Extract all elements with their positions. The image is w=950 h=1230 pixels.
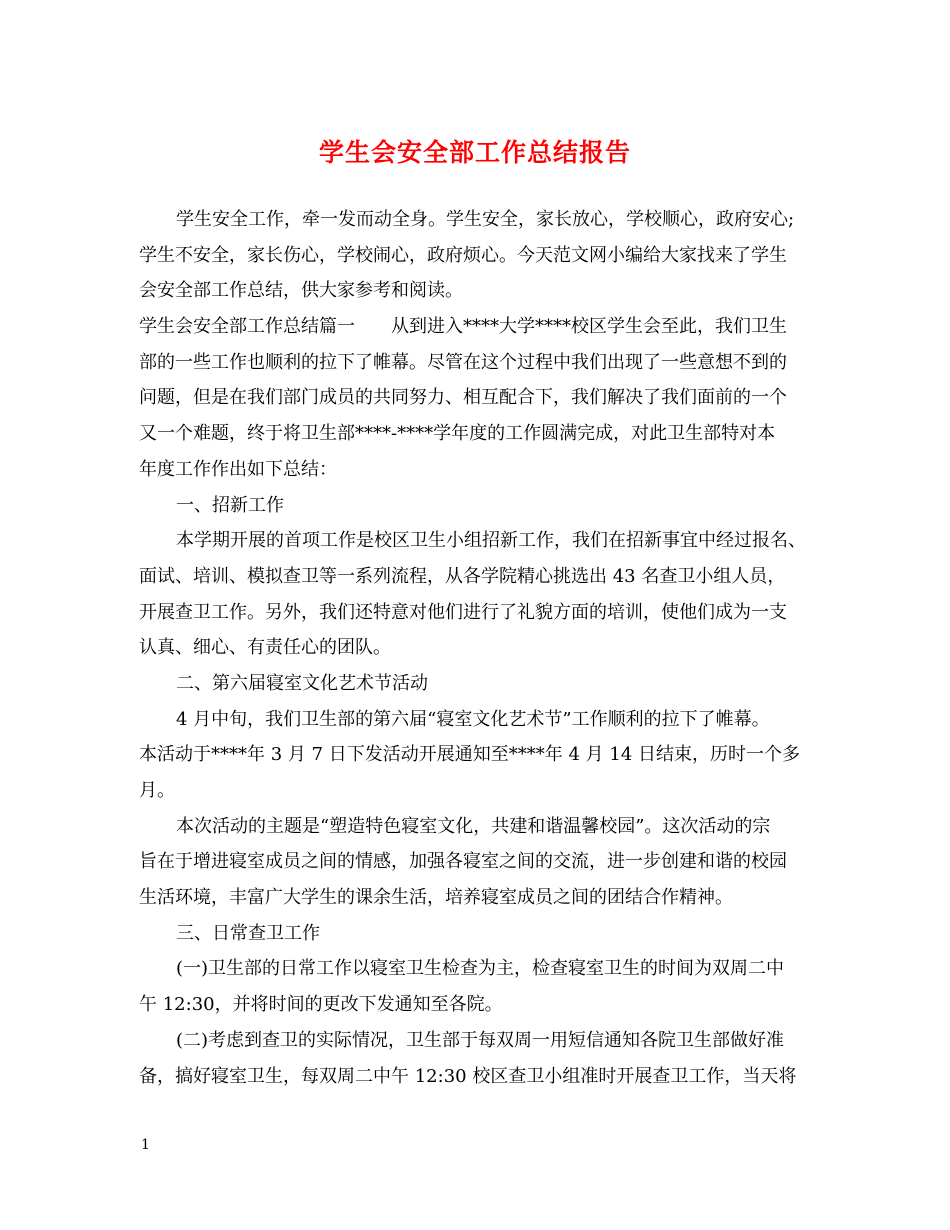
body-line: 一、招新工作 [176,494,284,516]
body-line: 学生会安全部工作总结篇一 从到进入****大学****校区学生会至此，我们卫生 [139,316,787,338]
body-line: 本次活动的主题是“塑造特色寝室文化，共建和谐温馨校园”。这次活动的宗 [176,815,771,837]
body-line: 二、第六届寝室文化艺术节活动 [176,672,428,694]
document-title: 学生会安全部工作总结报告 [318,138,631,167]
body-line: (二)考虑到查卫的实际情况，卫生部于每双周一用短信通知各院卫生部做好准 [176,1029,785,1051]
body-line: 本学期开展的首项工作是校区卫生小组招新工作，我们在招新事宜中经过报名、 [176,530,806,552]
body-line: 年度工作作出如下总结： [139,458,337,480]
body-line: 月。 [139,780,175,801]
document-body [139,202,819,1094]
body-line: 会安全部工作总结，供大家参考和阅读。 [139,280,463,302]
body-line: 又一个难题，终于将卫生部****-****学年度的工作圆满完成，对此卫生部特对本 [139,423,776,445]
body-line: 部的一些工作也顺利的拉下了帷幕。尽管在这个过程中我们出现了一些意想不到的 [139,351,787,373]
body-line: 本活动于****年 3 月 7 日下发活动开展通知至****年 4 月 14 日结束，历时一个多 [139,744,801,766]
body-line: 生活环境，丰富广大学生的课余生活，培养寝室成员之间的团结合作精神。 [139,887,733,909]
page-number: 1 [141,1137,150,1153]
body-line: 学生安全工作，牵一发而动全身。学生安全，家长放心，学校顺心，政府安心; [176,209,795,230]
body-line: 面试、培训、模拟查卫等一系列流程，从各学院精心挑选出 43 名查卫小组人员， [139,565,786,587]
body-line: 午 12:30，并将时间的更改下发通知至各院。 [139,994,503,1016]
body-line: 开展查卫工作。另外，我们还特意对他们进行了礼貌方面的培训，使他们成为一支 [139,601,787,623]
body-line: 学生不安全，家长伤心，学校闹心，政府烦心。今天范文网小编给大家找来了学生 [139,244,787,266]
body-line: 认真、细心、有责任心的团队。 [139,637,391,659]
body-line: 问题，但是在我们部门成员的共同努力、相互配合下，我们解决了我们面前的一个 [139,387,787,409]
body-line: 备，搞好寝室卫生，每双周二中午 12:30 校区查卫小组准时开展查卫工作，当天将 [139,1065,797,1087]
body-line: 三、日常查卫工作 [176,922,320,944]
body-line: 旨在于增进寝室成员之间的情感，加强各寝室之间的交流，进一步创建和谐的校园 [139,851,787,873]
body-line: 4 月中旬，我们卫生部的第六届“寝室文化艺术节”工作顺利的拉下了帷幕。 [176,708,770,730]
body-line: (一)卫生部的日常工作以寝室卫生检查为主，检查寝室卫生的时间为双周二中 [176,958,785,980]
